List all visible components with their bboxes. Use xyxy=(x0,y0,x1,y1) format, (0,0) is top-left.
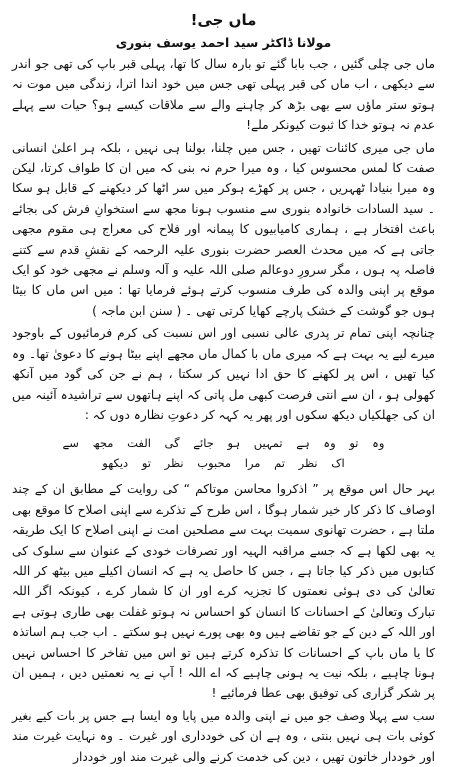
paragraph: ماں جی چلی گئیں ، جب بابا گئے تو بارہ سال کا تھا، پہلی قبر باپ کی تھی جو اندر سے دیکھی ، اب ماں کی قبر پہلی تھی جس میں خود اندا اترا، زندگی میں موت نہ ہوتو ستر ماؤں سے بھی بڑھ کر چاہنے والے سے ملاقات کیسے ہو؟ حیات سے پہلے عدم نہ ہوتو خدا کا ثبوت کیونکر ملے! xyxy=(12,57,435,133)
poem-line: وہ تو وہ ہے تمہیں ہو جائے گی الفت مجھ سے xyxy=(62,436,385,451)
article-title: ماں جی! xyxy=(190,11,257,29)
paragraph: بہر حال اس موقع پر ” اذکروا محاسن موتاکم “ کی روایت کے مطابق ان کے چند اوصاف کا ذکر کار خیر شمار ہوگا ، اس طرح کے تذکرے سے اپنی اصلاح کا موقع بھی ملتا ہے ، حضرت تھانوی سمیت بہت سے مصلحین امت نے اپنی اصلاح کا ایک طریقہ یہ بھی لکھا ہے کہ جسے مراقبہ الہیہ اور تصرفات خودی کے عنوان سے سلوک کی کتابوں میں ذکر کیا جاتا ہے ، جس کا حاصل یہ ہے کہ انسان اکیلے میں بیٹھ کر اللہ تعالیٰ کی دی ہوئی نعمتوں کا تجزیہ کرے اور ان کا شمار کرے ، کیونکہ اگر اللہ تبارک وتعالیٰ کے احسانات کا انسان کو احساس نہ ہوتو غفلت بھی طاری ہوتی ہے اور اللہ کے دین کے جو تقاضے ہیں وہ بھی پورے نہیں ہو سکتے ۔ اب جب ہم اساتذہ کا یا ماں باپ کے احسانات کا تذکرہ کرتے ہیں تو اس میں تفاخر کا احساس نہیں ہونا چاہیے ، بلکہ نیت یہ ہونی چاہیے کہ اے اللہ ! آپ نے یہ نعمتیں دیں ، ہمیں ان پر شکر گزاری کی توفیق بھی عطا فرمائیے ! xyxy=(12,482,435,701)
author-byline: مولانا ڈاکٹر سید احمد یوسف بنوری xyxy=(115,35,332,50)
poem-line: اک نظر تم مرا محبوب نظر تو دیکھو xyxy=(102,456,345,471)
poem-couplet xyxy=(12,433,435,473)
paragraph: چنانچہ اپنی تمام تر پدری عالی نسبی اور اس نسبت کی کرم فرمائیوں کے باوجود میرے لیے یہ بہت ہے کہ میری ماں با کمال ماں مجھے اپنے بیٹا ہونے کا دعویٰ تھا۔ وہ کیا تھیں ، اس پر لکھنے کا حق ادا نہیں کر سکتا ، ہم نے جن کی گود میں آنکھ کھولی ہو ، ان سے انتی فرصت کبھی مل پاتی کہ اپنے ہاتھوں سے تراشیدہ آئینہ میں ان کی جھلکیاں دیکھ سکوں اور پھر یہ کہہ کر دعوتِ نظارہ دوں کہ : xyxy=(12,326,435,422)
paragraph: سب سے پہلا وصف جو میں نے اپنی والدہ میں پایا وہ ایسا ہے جس پر بات کیے بغیر کوئی بات ہی نہیں بنتی ، وہ ہے ان کی خودداری اور غیرت ۔ وہ نہایت غیرت مند اور خوددار خاتون تھیں ، دین کی خدمت کرنے والی غیرت مند اور خوددار xyxy=(12,708,435,764)
paragraph: ماں جی میری کائنات تھیں ، جس میں چلنا، بولنا ہی نہیں ، بلکہ ہر اعلیٰ انسانی صفت کا لمس محسوس کیا ، وہ میرا حرم نہ بنی کہ میں ان کا طواف کرتا، لیکن وہ میرا بنیادا ٹھہریں ، جس پر کھڑے ہوکر میں سر اٹھا کر دیکھنے کے قابل ہو سکا ۔ سید السادات خانوادہ بنوری سے منسوب ہونا مجھ سے استخوانِ فرش کی بجائے باعث افتخار ہے ، ہماری کامیابیوں کا پیمانہ اور فلاح کی معراج ہی مقوم مجھی جاتی ہے کہ میں محدث العصر حضرت بنوری علیہ الرحمہ کے نقشِ قدم سے کتنے فاصلہ پہ ہوں ، مگر سرورِ دوعالم صلی اللہ علیہ و آلہ وسلم نے مجھی خود کو ایک موقع پر اپنی والدہ کی طرف منسوب کرتے ہوئے فرمایا تھا : میں اس ماں کا بیٹا ہوں جو گوشت کے خشک پارچے کھایا کرتی تھی ۔ ( سنن ابن ماجہ ) xyxy=(12,140,435,318)
